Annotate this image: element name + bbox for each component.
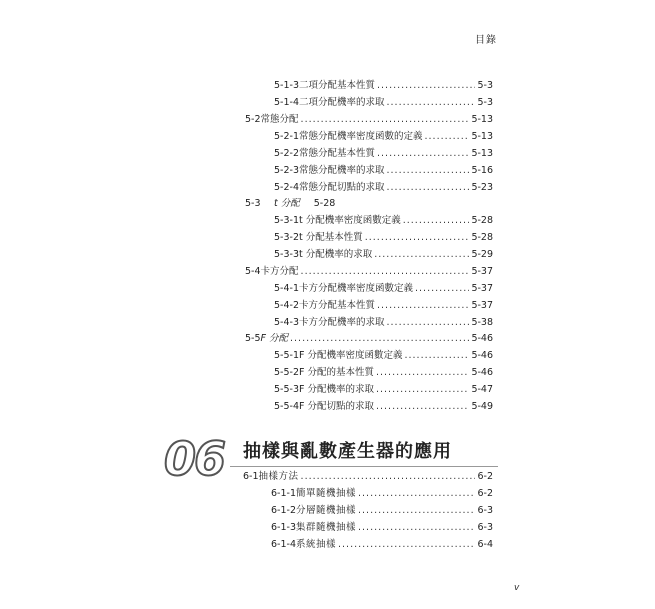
entry-number: 5-2-1 <box>274 131 299 142</box>
toc-entry[interactable] <box>274 300 493 312</box>
entry-page: 5-46 <box>471 367 493 378</box>
leader-dots <box>377 148 469 160</box>
toc-entry[interactable] <box>271 488 493 500</box>
entry-title: 簡單隨機抽樣 <box>296 488 357 499</box>
toc-entry[interactable] <box>274 249 493 261</box>
entry-page: 5-49 <box>471 401 493 412</box>
running-header: 目錄 <box>475 35 497 46</box>
page-number: v <box>514 583 520 593</box>
leader-dots <box>358 522 475 534</box>
chapter-number: 06 <box>163 432 224 486</box>
toc-entry[interactable] <box>274 182 493 194</box>
entry-title: 二項分配基本性質 <box>299 80 376 91</box>
entry-title: 系統抽樣 <box>296 539 337 550</box>
entry-number: 5-2-2 <box>274 148 299 159</box>
toc-entry[interactable] <box>274 367 493 379</box>
entry-page: 5-46 <box>471 350 493 361</box>
leader-dots <box>376 367 469 379</box>
toc-entry[interactable] <box>274 80 493 92</box>
entry-number: 6-1-2 <box>271 505 296 516</box>
entry-number: 5-5-4 <box>274 401 299 412</box>
leader-dots <box>387 165 470 177</box>
toc-entry[interactable] <box>274 232 493 244</box>
entry-number: 6-1-3 <box>271 522 296 533</box>
entry-title: 二項分配機率的求取 <box>299 97 385 108</box>
toc-section[interactable] <box>245 333 493 345</box>
leader-dots <box>338 539 475 551</box>
entry-title: 常態分配 <box>260 114 299 125</box>
entry-number: 6-1 <box>243 471 259 482</box>
entry-number: 5-2-4 <box>274 182 299 193</box>
chapter-number-block <box>162 430 226 488</box>
toc-section[interactable] <box>245 266 493 278</box>
leader-dots <box>403 215 470 227</box>
entry-number: 5-3-3 <box>274 249 299 260</box>
entry-title: t 分配基本性質 <box>299 232 363 243</box>
entry-number: 5-3-1 <box>274 215 299 226</box>
entry-title: 常態分配機率密度函數的定義 <box>299 131 423 142</box>
entry-number: 5-1-3 <box>274 80 299 91</box>
toc-section[interactable] <box>245 114 493 126</box>
toc-entry[interactable] <box>274 317 493 329</box>
entry-title: 卡方分配基本性質 <box>299 300 376 311</box>
entry-title: F 分配的基本性質 <box>299 367 374 378</box>
toc-section[interactable] <box>243 471 493 483</box>
entry-page: 5-37 <box>471 283 493 294</box>
entry-number: 5-1-4 <box>274 97 299 108</box>
leader-dots <box>301 471 476 483</box>
entry-page: 5-28 <box>471 215 493 226</box>
entry-page: 5-28 <box>471 232 493 243</box>
entry-title: t 分配機率密度函數定義 <box>299 215 401 226</box>
entry-page: 6-2 <box>477 488 493 499</box>
leader-dots <box>365 232 470 244</box>
entry-page: 5-13 <box>471 148 493 159</box>
toc-entry[interactable] <box>274 384 493 396</box>
toc-entry[interactable] <box>274 401 493 413</box>
entry-title: F 分配 <box>260 333 289 344</box>
entry-number: 5-5 <box>245 333 261 344</box>
entry-page: 6-2 <box>477 471 493 482</box>
entry-title: t 分配 <box>274 198 300 209</box>
leader-dots <box>405 350 470 362</box>
entry-title: 分層隨機抽樣 <box>296 505 357 516</box>
leader-dots <box>290 333 469 345</box>
toc-entry[interactable] <box>274 97 493 109</box>
entry-title: F 分配機率密度函數定義 <box>299 350 403 361</box>
toc-entry[interactable] <box>271 539 493 551</box>
entry-page: 6-4 <box>477 539 493 550</box>
entry-page: 5-13 <box>471 131 493 142</box>
leader-dots <box>358 505 475 517</box>
entry-page: 6-3 <box>477 505 493 516</box>
toc-entry[interactable] <box>271 505 493 517</box>
leader-dots <box>301 266 470 278</box>
entry-number: 5-3 <box>245 198 261 209</box>
leader-dots <box>387 97 476 109</box>
entry-number: 5-4 <box>245 266 261 277</box>
entry-title: 常態分配基本性質 <box>299 148 376 159</box>
toc-entry[interactable] <box>274 283 493 295</box>
entry-number: 5-5-2 <box>274 367 299 378</box>
leader-dots <box>387 182 470 194</box>
chapter-title: 抽樣與亂數產生器的應用 <box>243 441 452 462</box>
toc-entry[interactable] <box>274 215 493 227</box>
toc-entry[interactable] <box>274 165 493 177</box>
entry-number: 5-4-2 <box>274 300 299 311</box>
entry-page: 5-38 <box>471 317 493 328</box>
entry-number: 6-1-1 <box>271 488 296 499</box>
entry-page: 5-28 <box>313 198 336 209</box>
entry-title: F 分配切點的求取 <box>299 401 374 412</box>
entry-title: 集群隨機抽樣 <box>296 522 357 533</box>
entry-title: F 分配機率的求取 <box>299 384 374 395</box>
entry-number: 6-1-4 <box>271 539 296 550</box>
toc-entry[interactable] <box>274 148 493 160</box>
entry-page: 5-13 <box>471 114 493 125</box>
entry-page: 5-46 <box>471 333 493 344</box>
leader-dots <box>377 80 475 92</box>
leader-dots <box>301 114 470 126</box>
leader-dots <box>374 249 469 261</box>
toc-entry[interactable] <box>274 350 493 362</box>
leader-dots <box>376 384 469 396</box>
entry-number: 5-4-1 <box>274 283 299 294</box>
leader-dots <box>358 488 475 500</box>
entry-page: 5-29 <box>471 249 493 260</box>
entry-title: 抽樣方法 <box>258 471 299 482</box>
leader-dots <box>387 317 470 329</box>
leader-dots <box>377 300 469 312</box>
entry-title: 常態分配切點的求取 <box>299 182 385 193</box>
entry-number: 5-2 <box>245 114 261 125</box>
entry-number: 5-4-3 <box>274 317 299 328</box>
entry-page: 5-16 <box>471 165 493 176</box>
entry-page: 5-3 <box>477 80 493 91</box>
chapter-divider <box>230 466 498 467</box>
entry-page: 5-3 <box>477 97 493 108</box>
entry-title: 常態分配機率的求取 <box>299 165 385 176</box>
entry-page: 5-37 <box>471 266 493 277</box>
entry-title: 卡方分配機率密度函數定義 <box>299 283 414 294</box>
leader-dots <box>425 131 470 143</box>
toc-entry[interactable] <box>271 522 493 534</box>
entry-title: 卡方分配機率的求取 <box>299 317 385 328</box>
entry-title: 卡方分配 <box>260 266 299 277</box>
entry-number: 5-5-1 <box>274 350 299 361</box>
entry-page: 6-3 <box>477 522 493 533</box>
entry-title: t 分配機率的求取 <box>299 249 373 260</box>
toc-section[interactable] <box>245 198 335 210</box>
entry-page: 5-47 <box>471 384 493 395</box>
leader-dots <box>415 283 469 295</box>
leader-dots <box>376 401 469 413</box>
toc-entry[interactable] <box>274 131 493 143</box>
entry-number: 5-2-3 <box>274 165 299 176</box>
entry-page: 5-23 <box>471 182 493 193</box>
entry-number: 5-3-2 <box>274 232 299 243</box>
entry-number: 5-5-3 <box>274 384 299 395</box>
entry-page: 5-37 <box>471 300 493 311</box>
